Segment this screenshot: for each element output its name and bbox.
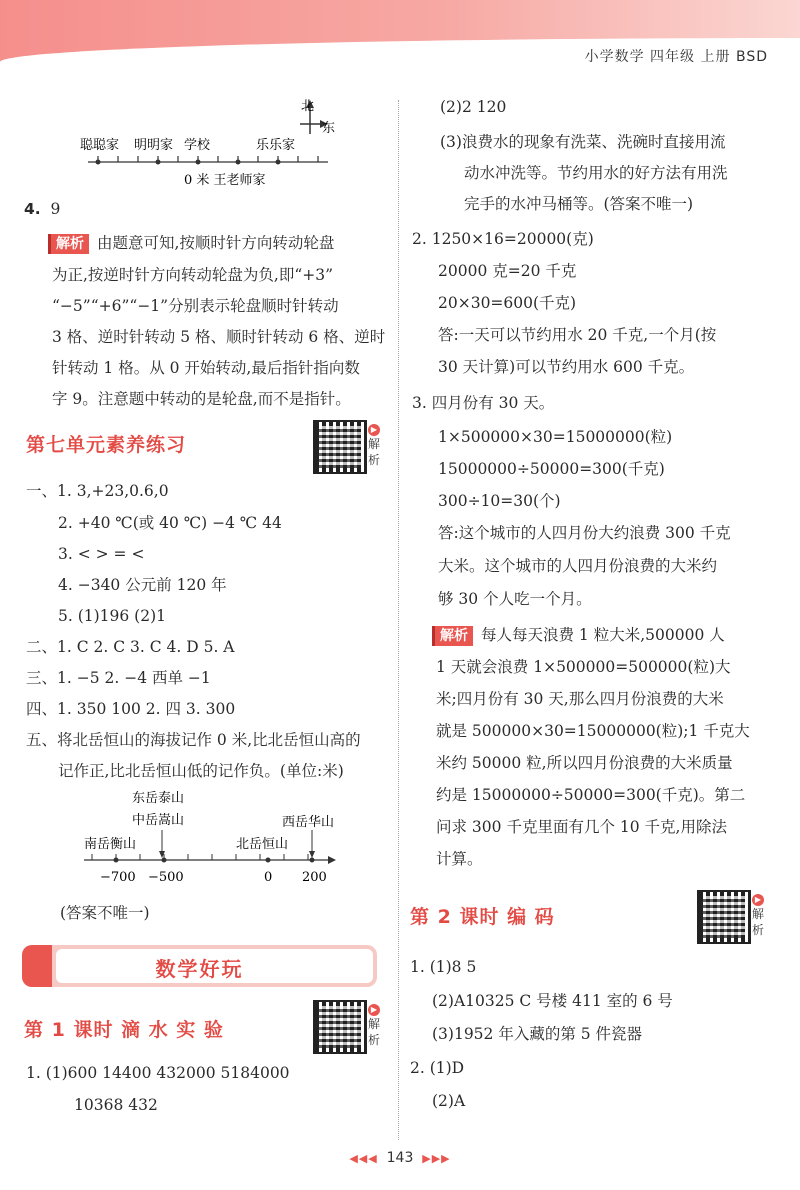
analysis2-line-3: 就是 500000×30=15000000(粒);1 千克大 bbox=[436, 722, 750, 740]
unit7-item-0: 一、1. 3,+23,0.6,0 bbox=[26, 482, 169, 500]
prev-arrows-icon: ◀◀◀ bbox=[349, 1152, 378, 1165]
tick-label: −500 bbox=[148, 870, 184, 885]
q4-number: 4. bbox=[24, 200, 41, 218]
number-line-ticks bbox=[92, 854, 308, 860]
banner-text: 数学好玩 bbox=[155, 957, 244, 981]
analysis2-line-4: 米约 50000 粒,所以四月份浪费的大米质量 bbox=[436, 754, 733, 772]
map-point bbox=[196, 160, 201, 165]
analysis2-line-1: 1 天就会浪费 1×500000=500000(粒)大 bbox=[436, 658, 731, 676]
unit7-item-3: 4. −340 公元前 120 年 bbox=[58, 576, 227, 594]
next-arrows-icon: ▶▶▶ bbox=[422, 1152, 451, 1165]
label-songshan: 中岳嵩山 bbox=[132, 813, 185, 828]
map-diagram bbox=[70, 92, 350, 192]
lesson2-item-0: 1. (1)8 5 bbox=[410, 958, 477, 976]
qr-side-label: ▶ 解析 bbox=[367, 1005, 380, 1047]
map-label-lele: 乐乐家 bbox=[256, 138, 296, 153]
map-label-school: 学校 bbox=[184, 138, 211, 153]
unit7-note: (答案不唯一) bbox=[60, 904, 150, 922]
label-taishan: 东岳泰山 bbox=[132, 791, 185, 806]
right-line-0: (2)2 120 bbox=[440, 98, 507, 116]
qr-side-label: ▶ 解析 bbox=[367, 425, 380, 467]
right-line-4: 2. 1250×16=20000(克) bbox=[412, 230, 594, 248]
unit7-item-1: 2. +40 ℃(或 40 ℃) −4 ℃ 44 bbox=[58, 514, 282, 532]
qr-code-icon[interactable] bbox=[313, 420, 367, 474]
number-line-arrow bbox=[328, 856, 336, 864]
analysis-tag: 解析 bbox=[432, 626, 473, 646]
point-zero bbox=[266, 858, 271, 863]
map-ticks bbox=[98, 156, 318, 162]
analysis2-line-5: 约是 15000000÷50000=300(千克)。第二 bbox=[436, 786, 746, 804]
map-label-mingming: 明明家 bbox=[134, 138, 174, 153]
right-line-14: 大米。这个城市的人四月份浪费的大米约 bbox=[438, 557, 718, 575]
analysis1-line-0: 解析 由题意可知,按顺时针方向转动轮盘 bbox=[48, 232, 334, 254]
lesson1-q1-line2: 10368 432 bbox=[74, 1096, 158, 1114]
right-line-9: 3. 四月份有 30 天。 bbox=[412, 394, 555, 412]
right-line-12: 300÷10=30(个) bbox=[438, 492, 561, 510]
map-bottom-label: 0 米 王老师家 bbox=[184, 173, 266, 188]
unit7-item-7: 四、1. 350 100 2. 四 3. 300 bbox=[26, 700, 236, 718]
analysis2-line-7: 计算。 bbox=[436, 850, 483, 868]
map-point bbox=[276, 160, 281, 165]
tick-label: −700 bbox=[100, 870, 136, 885]
point-minus700 bbox=[114, 858, 119, 863]
analysis-tag: 解析 bbox=[48, 234, 89, 254]
qr-side-label: ▶ 解析 bbox=[751, 895, 764, 937]
unit7-title: 第七单元素养练习 bbox=[26, 434, 187, 456]
right-line-10: 1×500000×30=15000000(粒) bbox=[438, 428, 673, 446]
analysis1-line-3: 3 格、逆时针转动 5 格、顺时针转动 6 格、逆时 bbox=[52, 328, 386, 346]
label-huashan: 西岳华山 bbox=[282, 815, 335, 830]
right-line-7: 答:一天可以节约用水 20 千克,一个月(按 bbox=[438, 326, 717, 344]
page-footer bbox=[0, 1150, 800, 1166]
analysis1-line-5: 字 9。注意题中转动的是轮盘,而不是指针。 bbox=[52, 390, 351, 408]
unit7-item-6: 三、1. −5 2. −4 西单 −1 bbox=[26, 669, 211, 687]
unit7-item-5: 二、1. C 2. C 3. C 4. D 5. A bbox=[26, 638, 235, 656]
analysis1-line-1: 为正,按逆时针方向转动轮盘为负,即“+3” bbox=[52, 266, 334, 284]
unit7-item-8: 五、将北岳恒山的海拔记作 0 米,比北岳恒山高的 bbox=[26, 731, 361, 749]
qr-code-icon[interactable] bbox=[313, 1000, 367, 1054]
q4-answer: 9 bbox=[50, 200, 61, 218]
lesson2-item-3: 2. (1)D bbox=[410, 1059, 465, 1077]
map-label-conghcong: 聪聪家 bbox=[80, 138, 120, 153]
point-minus500 bbox=[162, 858, 167, 863]
right-line-2: 动水冲洗等。节约用水的好方法有用洗 bbox=[464, 164, 728, 182]
analysis2-line-2: 米;四月份有 30 天,那么四月份浪费的大米 bbox=[436, 690, 724, 708]
unit7-item-4: 5. (1)196 (2)1 bbox=[58, 607, 167, 625]
analysis2-line-0: 解析 每人每天浪费 1 粒大米,500000 人 bbox=[432, 624, 725, 646]
map-point bbox=[96, 160, 101, 165]
label-hengshan-north: 北岳恒山 bbox=[236, 837, 289, 852]
point-200 bbox=[310, 858, 315, 863]
lesson2-item-4: (2)A bbox=[432, 1092, 466, 1110]
analysis2-line-6: 问求 300 千克里面有几个 10 千克,用除法 bbox=[436, 818, 727, 836]
right-line-3: 完手的水冲马桶等。(答案不唯一) bbox=[464, 195, 694, 213]
right-line-11: 15000000÷50000=300(千克) bbox=[438, 460, 665, 478]
lesson2-item-1: (2)A10325 C 号楼 411 室的 6 号 bbox=[432, 992, 673, 1010]
q4-row bbox=[24, 198, 60, 220]
lesson2-title: 第 2 课时 编 码 bbox=[410, 906, 555, 928]
map-point bbox=[156, 160, 161, 165]
right-line-6: 20×30=600(千克) bbox=[438, 294, 577, 312]
tick-label: 0 bbox=[264, 870, 273, 885]
right-line-13: 答:这个城市的人四月份大约浪费 300 千克 bbox=[438, 524, 731, 542]
unit7-item-9: 记作正,比北岳恒山低的记作负。(单位:米) bbox=[58, 762, 344, 780]
lesson1-q1-line1: 1. (1)600 14400 432000 5184000 bbox=[26, 1064, 290, 1082]
mountain-number-line bbox=[70, 788, 370, 888]
right-line-8: 30 天计算)可以节约用水 600 千克。 bbox=[438, 358, 695, 376]
compass-north-label: 北 bbox=[301, 99, 315, 114]
right-line-1: (3)浪费水的现象有洗菜、洗碗时直接用流 bbox=[440, 133, 726, 151]
tick-label: 200 bbox=[302, 870, 327, 885]
lesson2-item-2: (3)1952 年入藏的第 5 件瓷器 bbox=[432, 1025, 643, 1043]
column-divider bbox=[398, 100, 399, 1140]
qr-code-icon[interactable] bbox=[697, 890, 751, 944]
unit7-item-2: 3. < > = < bbox=[58, 545, 145, 563]
right-line-15: 够 30 个人吃一个月。 bbox=[438, 590, 592, 608]
analysis1-line-4: 针转动 1 格。从 0 开始转动,最后指针指向数 bbox=[52, 359, 360, 377]
label-hengshan-south: 南岳衡山 bbox=[84, 837, 137, 852]
right-line-5: 20000 克=20 千克 bbox=[438, 262, 577, 280]
analysis1-line-2: “−5”“+6”“−1”分别表示轮盘顺时针转动 bbox=[52, 297, 339, 315]
page-number: 143 bbox=[386, 1150, 414, 1166]
header-title: 小学数学 四年级 上册 BSD bbox=[584, 49, 768, 65]
lesson1-title: 第 1 课时 滴 水 实 验 bbox=[24, 1019, 224, 1041]
math-fun-banner bbox=[22, 945, 377, 987]
map-point bbox=[236, 160, 241, 165]
compass-east-label: 东 bbox=[322, 121, 336, 136]
